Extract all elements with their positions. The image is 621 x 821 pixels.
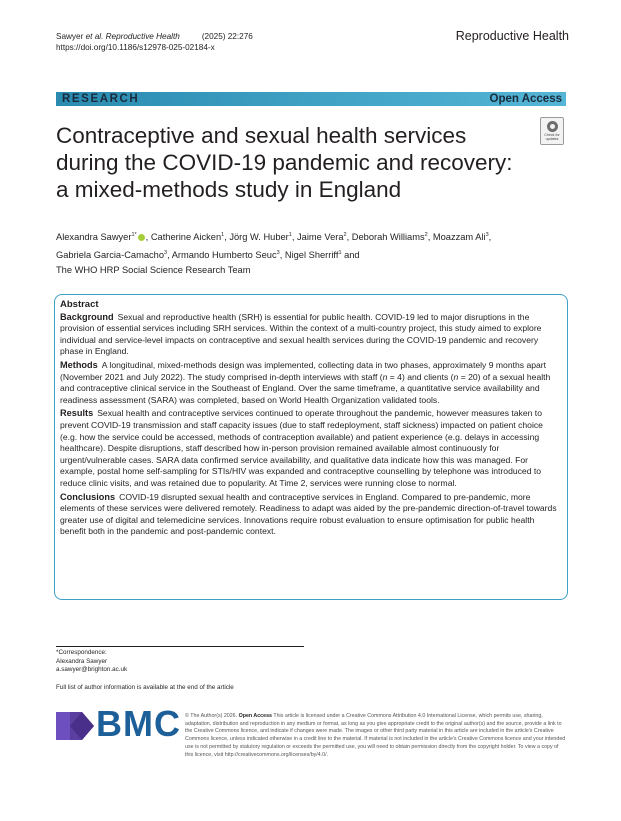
citation-year: (2025) 22:276 [201, 32, 253, 41]
article-title: Contraceptive and sexual health services during the COVID-19 pandemic and recovery: a mixed-methods study in England [56, 123, 513, 202]
full-author-info-note: Full list of author information is available at the end of the article [56, 684, 234, 691]
conclusions-label: Conclusions [60, 491, 116, 502]
author-affiliation: 1 [288, 232, 292, 238]
author-affiliation: 3 [485, 232, 489, 238]
author-affiliation: 2 [343, 232, 347, 238]
correspondence-name: Alexandra Sawyer [56, 657, 108, 665]
correspondence-label: *Correspondence: [56, 649, 107, 656]
running-header [56, 31, 253, 53]
author-affiliation: 1 [338, 249, 342, 256]
license-copyright: © The Author(s) 2026. [185, 713, 238, 719]
methods-text: = 20) of a sexual health and contraceptive clinical service in the Southeast of England. Over the same timeframe, a quantitative service availability and readiness assessment (SARA) was completed, based on World Health Organization validated tools. [60, 371, 551, 405]
orcid-icon[interactable] [138, 234, 145, 241]
methods-text: A longitudinal, mixed-methods design was implemented, collecting data in two phases, approximately 9 months apart (November 2021 and July 2022). The study comprised in-depth interviews with staff ( [60, 359, 547, 382]
section-label: RESEARCH [62, 93, 140, 105]
author-group: The WHO HRP Social Science Research Team [56, 265, 251, 275]
check-for-updates-label: Check for updates [544, 133, 560, 141]
footnote-divider [56, 646, 304, 647]
conclusions-text: COVID-19 disrupted sexual health and contraceptive services in England. Compared to pre-pandemic, more elements of these services were delivered remotely. Readiness to adapt was aided by the pre-pandemic direction-of-travel towards greater use of digital and telemedicine services. Innovations require robust evaluation to ensure optimisation for public health benefit both in the pandemic and post-pandemic context. [60, 491, 557, 537]
abstract [60, 299, 560, 540]
author-affiliation: 2 [424, 232, 428, 238]
license-text [185, 713, 568, 759]
abstract-background [60, 312, 560, 358]
author-name[interactable]: Jörg W. Huber [229, 232, 289, 242]
author-name[interactable]: Jaime Vera [297, 232, 344, 242]
author-affiliation: 1* [131, 232, 137, 238]
author-list: Alexandra Sawyer$^{1*}$ , Catherine Aicken$^1$, Jörg W. Huber$^1$, Jaime Vera$^2$, Deborah Williams$^2$, Moazzam Ali$^3$, Gabriela Garcia-Camacho$^3$, Armando Humberto Seuc$^3$, Nigel Sherriff$^1$ and The WHO HRP Social Science Research Team [56, 232, 492, 275]
results-text: Sexual health and contraceptive services continued to operate throughout the pandemic, however measures taken to prevent COVID-19 transmission and staff capacity issues (due to staff redeployment, staff sickness) impacted on patient choice (e.g. how the service could be accessed, methods of contraception available) and patient experience (e.g. delays in accessing healthcare). Despite disruptions, staff described how in-person provision remained available almost continuously for urgent/vulnerable cases. SARA data confirmed service availability, and qualitative data indicate how this was managed. For example, postal home self-sampling for STIs/HIV was expanded and contraceptive counselling by telephone was introduced to reduce clinic visits, and was retained due to popularity. At Time 2, services were running close to normal. [60, 408, 543, 488]
bmc-logo-text: BMC [96, 703, 181, 744]
abstract-methods [60, 360, 560, 406]
license-open-access: Open Access [238, 713, 272, 719]
results-label: Results [60, 408, 94, 419]
author-name[interactable]: Deborah Williams [351, 232, 425, 242]
abstract-results [60, 408, 560, 489]
bmc-logo-icon [56, 708, 96, 744]
methods-label: Methods [60, 359, 98, 370]
section-banner [56, 92, 566, 106]
correspondence-email[interactable]: a.sawyer@brighton.ac.uk [56, 666, 128, 674]
abstract-conclusions [60, 492, 560, 538]
background-label: Background [60, 311, 114, 322]
abstract-heading: Abstract [60, 299, 99, 310]
methods-n-symbol: n [382, 371, 388, 382]
citation-authors: Sawyer [56, 32, 84, 41]
methods-text: = 4) and clients ( [387, 371, 454, 382]
author-affiliation: 3 [276, 249, 280, 256]
check-for-updates-icon [547, 121, 558, 132]
background-text: Sexual and reproductive health (SRH) is essential for public health. COVID-19 led to major disruptions in the provision of essential services including SRH services. Within the context of a multi-country project, this study aimed to explore individual and service-level impacts on contraceptive and sexual health services during the COVID-19 pandemic and recovery phase in England. [60, 311, 542, 357]
author-name[interactable]: Moazzam Ali [432, 232, 486, 242]
citation-journal: et al. Reproductive Health [85, 32, 180, 41]
author-affiliation: 3 [164, 249, 168, 256]
author-name[interactable]: Alexandra Sawyer [56, 232, 132, 242]
author-name[interactable]: Nigel Sherriff [284, 249, 339, 260]
methods-n-symbol: n [453, 371, 459, 382]
author-name[interactable]: Gabriela Garcia-Camacho [56, 249, 164, 260]
authors-conjunction: and [344, 249, 360, 260]
author-affiliation: 1 [221, 232, 225, 238]
author-name[interactable]: Catherine Aicken [150, 232, 222, 242]
author-name[interactable]: Armando Humberto Seuc [171, 249, 277, 260]
correspondence [56, 649, 127, 675]
doi-link[interactable]: https://doi.org/10.1186/s12978-025-02184-x [56, 43, 215, 52]
check-for-updates-button[interactable] [540, 117, 564, 145]
citation-line [56, 31, 253, 42]
license-body: This article is licensed under a Creative Commons Attribution 4.0 International License, which permits use, sharing, adaptation, distribution and reproduction in any medium or format, as long as you give appropriate credit to the original author(s) and the source, provide a link to the Creative Commons licence, and indicate if changes were made. The images or other third party material in this article are included in the article's Creative Commons licence, unless indicated otherwise in a credit line to the material. If material is not included in the article's Creative Commons licence and your intended use is not permitted by statutory regulation or exceeds the permitted use, you will need to obtain permission directly from the copyright holder. To view a copy of this licence, visit http://creativecommons.org/licenses/by/4.0/. [185, 713, 566, 758]
open-access-label: Open Access [489, 93, 562, 105]
journal-name: Reproductive Health [455, 29, 569, 43]
